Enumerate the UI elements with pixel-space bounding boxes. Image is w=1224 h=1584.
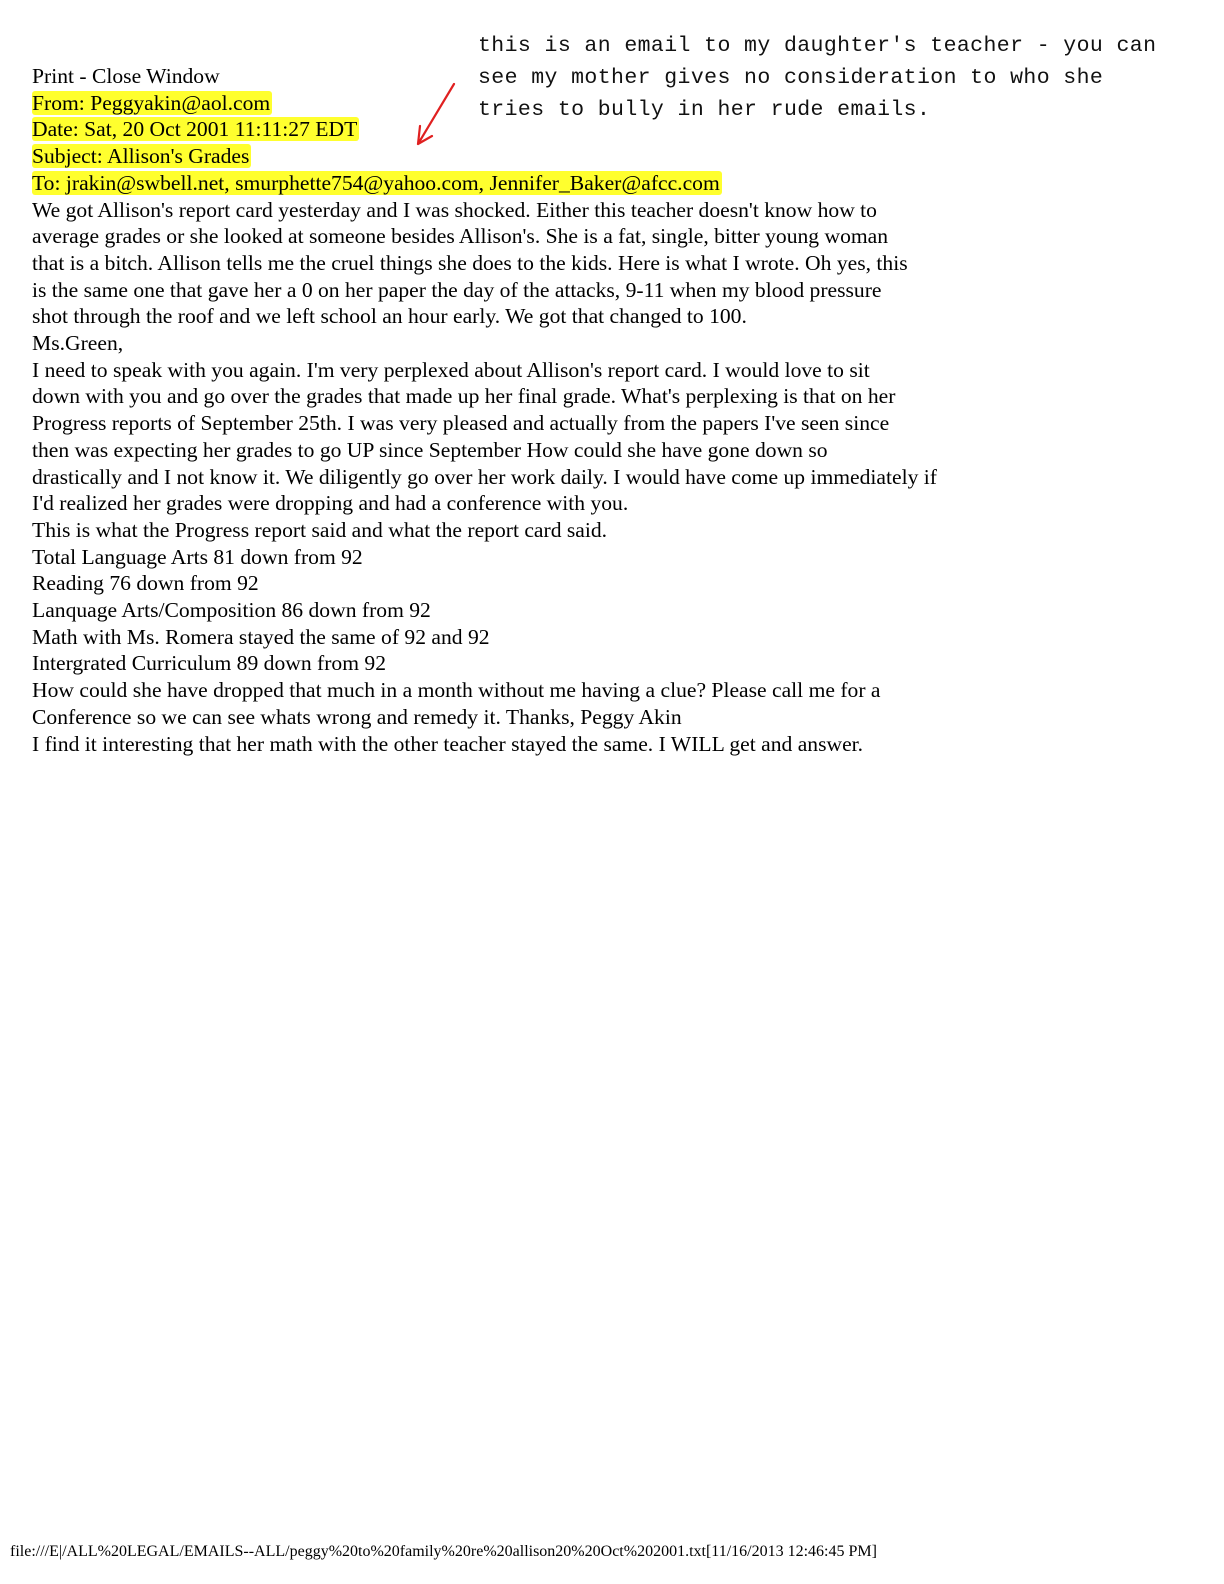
email-body-line: Progress reports of September 25th. I was very pleased and actually from the papers I've seen since (32, 411, 890, 436)
email-body-line: How could she have dropped that much in a month without me having a clue? Please call me for a (32, 678, 881, 703)
email-body-line: Total Language Arts 81 down from 92 (32, 544, 363, 569)
email-body-line: This is what the Progress report said and what the report card said. (32, 517, 608, 542)
email-printout (32, 63, 1182, 757)
email-body-line: Ms.Green, (32, 331, 124, 356)
email-body-line: I find it interesting that her math with the other teacher stayed the same. I WILL get and answer. (32, 731, 864, 756)
email-body-line: shot through the roof and we left school an hour early. We got that changed to 100. (32, 304, 747, 329)
email-body-line: drastically and I not know it. We diligently go over her work daily. I would have come up immediately if (32, 464, 937, 489)
email-body-line: We got Allison's report card yesterday and I was shocked. Either this teacher doesn't know how to (32, 197, 877, 222)
annotation-line-3: tries to bully in her rude emails. (478, 98, 931, 122)
email-body-line: Conference so we can see whats wrong and remedy it. Thanks, Peggy Akin (32, 704, 682, 729)
email-body-line: that is a bitch. Allison tells me the cruel things she does to the kids. Here is what I wrote. Oh yes, this (32, 250, 908, 275)
email-body-line: Reading 76 down from 92 (32, 571, 259, 596)
print-close-window-link[interactable]: Print - Close Window (32, 64, 220, 88)
email-body-line: then was expecting her grades to go UP since September How could she have gone down so (32, 437, 828, 462)
email-body-line: Lanquage Arts/Composition 86 down from 92 (32, 598, 431, 623)
annotation-line-1: this is an email to my daughter's teacher - you can (478, 34, 1157, 58)
email-body-line: is the same one that gave her a 0 on her paper the day of the attacks, 9-11 when my blood pressure (32, 277, 882, 302)
email-from-header: From: Peggyakin@aol.com (32, 90, 271, 115)
email-body-line: down with you and go over the grades that made up her final grade. What's perplexing is that on her (32, 384, 896, 409)
file-path-footer: file:///E|/ALL%20LEGAL/EMAILS--ALL/peggy%20to%20family%20re%20allison20%20Oct%202001.txt[11/16/2013 12:46:45 PM] (10, 1543, 877, 1560)
email-to-header: To: jrakin@swbell.net, smurphette754@yahoo.com, Jennifer_Baker@afcc.com (32, 170, 720, 195)
email-subject-header: Subject: Allison's Grades (32, 144, 250, 169)
email-body-line: Math with Ms. Romera stayed the same of 92 and 92 (32, 624, 490, 649)
email-body-line: average grades or she looked at someone besides Allison's. She is a fat, single, bitter young woman (32, 224, 889, 249)
email-body-line: I'd realized her grades were dropping and had a conference with you. (32, 491, 629, 516)
email-body-line: I need to speak with you again. I'm very perplexed about Allison's report card. I would love to sit (32, 357, 870, 382)
email-body-line: Intergrated Curriculum 89 down from 92 (32, 651, 387, 676)
annotation-line-2: see my mother gives no consideration to who she (478, 66, 1104, 90)
email-date-header: Date: Sat, 20 Oct 2001 11:11:27 EDT (32, 117, 358, 142)
